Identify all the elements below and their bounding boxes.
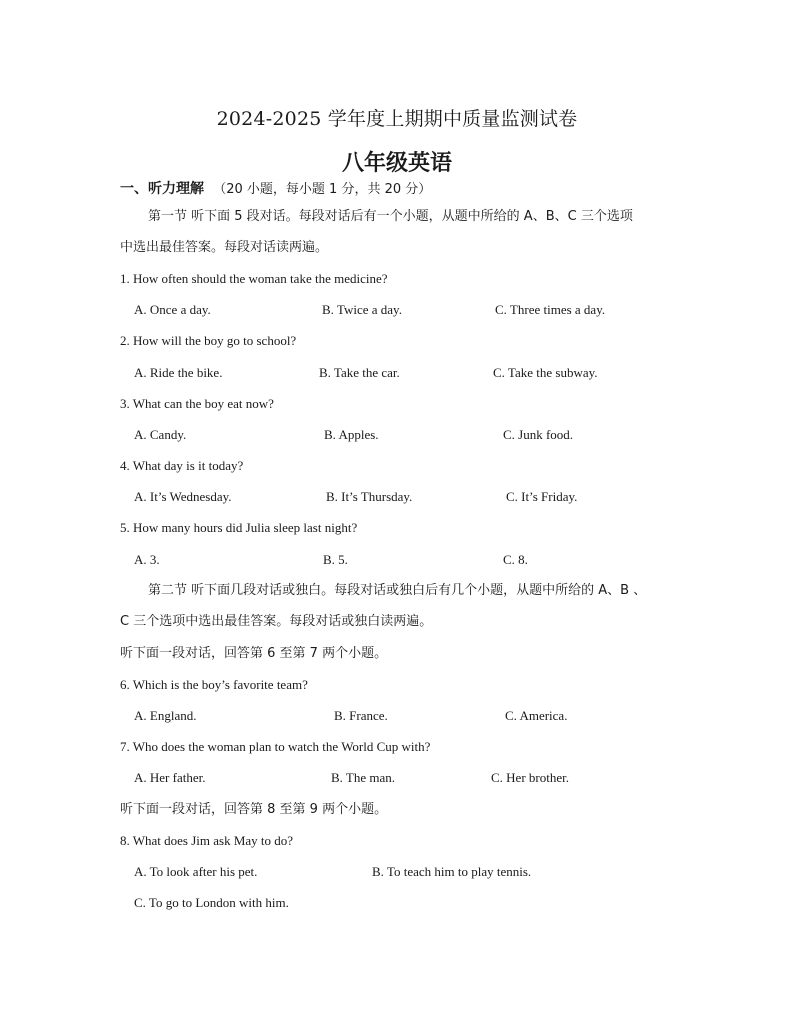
question-8-option-b: B. To teach him to play tennis. bbox=[372, 864, 532, 879]
section-heading-title: 一、听力理解 bbox=[120, 181, 204, 197]
question-6: 6. Which is the boy’s favorite team? bbox=[120, 677, 308, 692]
question-7-option-a: A. Her father. bbox=[134, 770, 206, 785]
question-4-option-c: C. It’s Friday. bbox=[506, 489, 578, 504]
question-2-option-a: A. Ride the bike. bbox=[134, 365, 223, 380]
part2-intro-line2: C 三个选项中选出最佳答案。每段对话或独白读两遍。 bbox=[120, 614, 433, 629]
question-2-option-b: B. Take the car. bbox=[319, 365, 400, 380]
question-4-option-a: A. It’s Wednesday. bbox=[134, 489, 232, 504]
question-1-option-b: B. Twice a day. bbox=[322, 302, 402, 317]
question-8-option-a: A. To look after his pet. bbox=[134, 864, 258, 879]
section-heading bbox=[120, 180, 431, 199]
question-1-option-c: C. Three times a day. bbox=[495, 302, 606, 317]
question-7: 7. Who does the woman plan to watch the World Cup with? bbox=[120, 739, 431, 754]
question-2-option-c: C. Take the subway. bbox=[493, 365, 598, 380]
question-4: 4. What day is it today? bbox=[120, 458, 244, 473]
question-4-option-b: B. It’s Thursday. bbox=[326, 489, 413, 504]
question-1-option-a: A. Once a day. bbox=[134, 302, 211, 317]
exam-subject: 八年级英语 bbox=[341, 151, 452, 176]
section-heading-note: （20 小题，每小题 1 分，共 20 分） bbox=[213, 182, 432, 197]
question-5-option-c: C. 8. bbox=[503, 552, 528, 567]
question-3-option-b: B. Apples. bbox=[324, 427, 379, 442]
question-8-option-c: C. To go to London with him. bbox=[134, 895, 289, 910]
question-6-option-c: C. America. bbox=[505, 708, 568, 723]
question-8: 8. What does Jim ask May to do? bbox=[120, 833, 294, 848]
exam-title: 2024-2025 学年度上期期中质量监测试卷 bbox=[216, 108, 578, 130]
question-7-option-b: B. The man. bbox=[331, 770, 396, 785]
question-3: 3. What can the boy eat now? bbox=[120, 396, 274, 411]
part2-intro-line1: 第二节 听下面几段对话或独白。每段对话或独白后有几个小题，从题中所给的 A、B 、 bbox=[148, 583, 647, 598]
question-3-option-c: C. Junk food. bbox=[503, 427, 574, 442]
question-6-option-a: A. England. bbox=[134, 708, 197, 723]
question-5-option-a: A. 3. bbox=[134, 552, 160, 567]
dialog-note-6-7: 听下面一段对话，回答第 6 至第 7 两个小题。 bbox=[120, 646, 388, 661]
question-5-option-b: B. 5. bbox=[323, 552, 348, 567]
question-6-option-b: B. France. bbox=[334, 708, 388, 723]
part1-intro-line2: 中选出最佳答案。每段对话读两遍。 bbox=[120, 240, 329, 255]
question-3-option-a: A. Candy. bbox=[134, 427, 187, 442]
question-7-option-c: C. Her brother. bbox=[491, 770, 569, 785]
part1-intro-line1: 第一节 听下面 5 段对话。每段对话后有一个小题，从题中所给的 A、B、C 三个选项 bbox=[148, 209, 633, 224]
question-1: 1. How often should the woman take the medicine? bbox=[120, 271, 388, 286]
question-5: 5. How many hours did Julia sleep last night? bbox=[120, 520, 358, 535]
question-2: 2. How will the boy go to school? bbox=[120, 333, 297, 348]
dialog-note-8-9: 听下面一段对话，回答第 8 至第 9 两个小题。 bbox=[120, 802, 388, 817]
